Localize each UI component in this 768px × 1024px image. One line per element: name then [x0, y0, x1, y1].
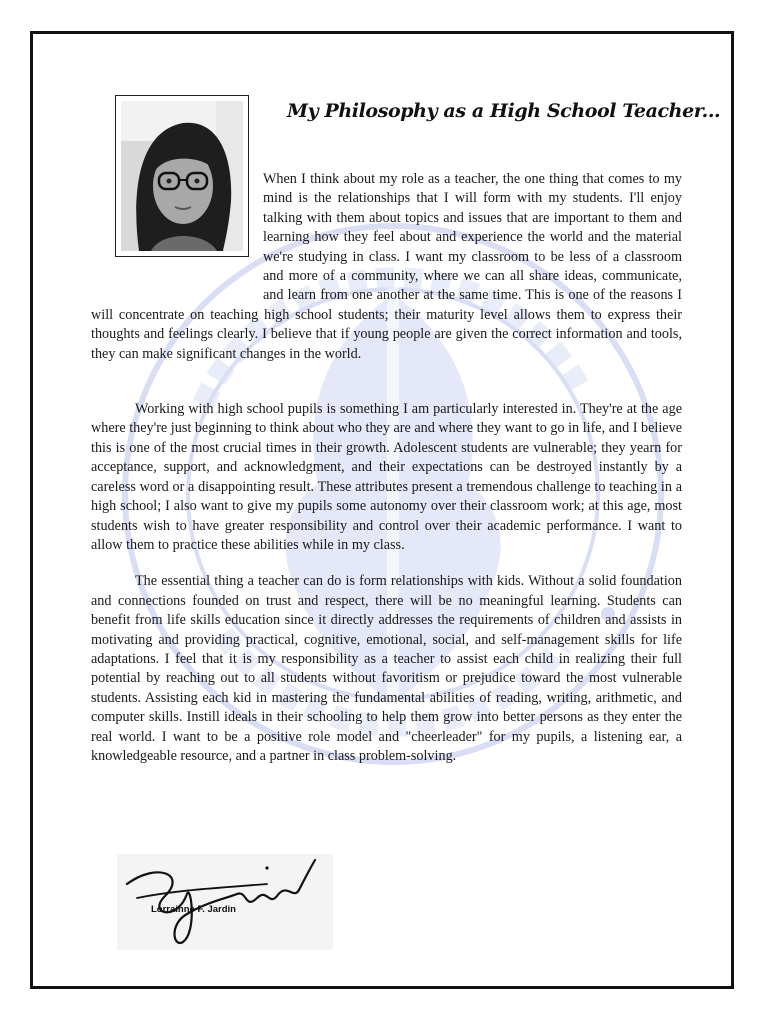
- handwritten-signature-icon: [117, 854, 333, 950]
- signature-block: [117, 854, 333, 950]
- document-page: [30, 31, 734, 989]
- philosophy-body: [91, 170, 682, 766]
- paragraph-3: The essential thing a teacher can do is form relationships with kids. Without a solid foundation and connections founded on trust and respect, there will be no meaningful learning. Students can benefit from life skills education since it directly addresses the requirements of children and assists in motivating and providing practical, cognitive, emotional, social, and self-management skills for life adaptations. I feel that it is my responsibility as a teacher to assist each child in realizing their full potential by reaching out to all students without favoritism or prejudice toward the most vulnerable students. Assisting each kid in mastering the fundamental abilities of reading, writing, arithmetic, and computer skills. Instill ideals in their schooling to help them grow into better persons as they enter the real world. I want to be a positive role model and "cheerleader" for my pupils, a listening ear, a knowledgeable resource, and a partner in class problem-solving.: [91, 573, 682, 764]
- signature-name: Lorrainne F. Jardin: [151, 904, 236, 915]
- photo-wrap-space: [91, 170, 263, 287]
- paragraph-1: When I think about my role as a teacher, the one thing that comes to my mind is the relationships that I will form with my students. I'll enjoy talking with them about topics and issues that are important to them and learning how they feel about and experience the world and the material we're studying in class. I want my classroom to be less of a classroom and more of a community, where we can all share ideas, communicate, and learn from one another at the same time. This is one of the reasons I will concentrate on teaching high school students; their maturity level allows them to express their thoughts and feelings clearly. I believe that if young people are given the correct information and tools, they can make significant changes in the world.: [91, 171, 682, 362]
- page-title: My Philosophy as a High School Teacher...: [287, 100, 721, 122]
- paragraph-2: Working with high school pupils is something I am particularly interested in. They're at the age where they're just beginning to think about who they are and where they want to go in life, and I believe this is one of the most crucial times in their growth. Adolescent students are vulnerable; they yearn for acceptance, support, and acknowledgment, and their expectations can be destroyed instantly by a careless word or a disappointing result. These attributes present a tremendous challenge to teaching in a high school; I also want to give my pupils some autonomy over their classroom work; at this age, most students wish to have greater responsibility and control over their academic performance. I want to allow them to practice these abilities while in my class.: [91, 401, 682, 553]
